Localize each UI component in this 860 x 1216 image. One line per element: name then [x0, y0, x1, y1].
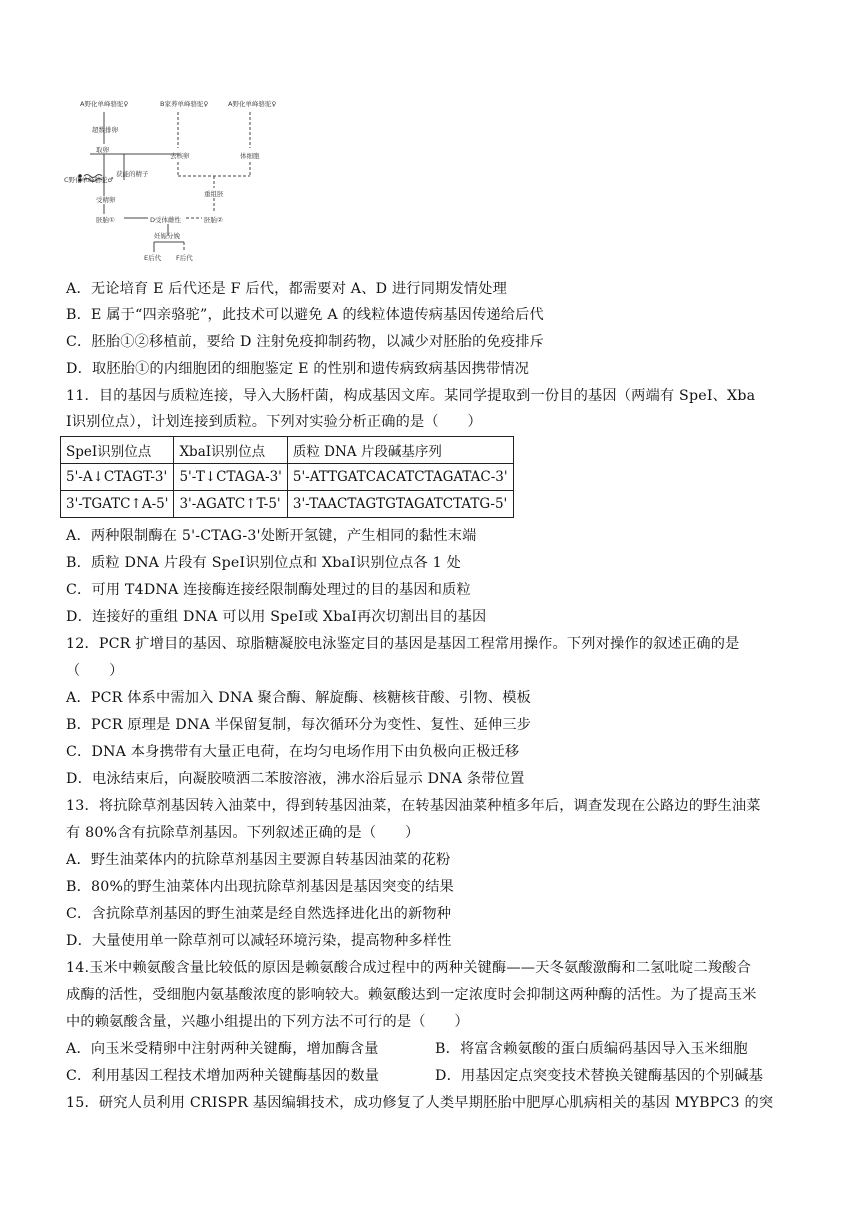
q13-stem-line2: 有 80%含有抗除草剂基因。下列叙述正确的是（ ） [66, 825, 420, 841]
label-embryo-1: 胚胎① [96, 216, 115, 224]
table-cell: 5'-T↓CTAGA-3' [174, 464, 287, 491]
q12-option-b: B．PCR 原理是 DNA 半保留复制，每次循环分为变性、复性、延伸三步 [66, 717, 532, 733]
label-somatic-cell: 体细胞 [240, 152, 260, 160]
label-e-offspring: E后代 [144, 254, 162, 262]
q14-option-c: C．利用基因工程技术增加两种关键酶基因的数量 [66, 1068, 380, 1084]
label-a-female-left: A野化单峰骆驼♀ [80, 100, 129, 108]
table-header-cell: SpeⅠ识别位点 [61, 437, 174, 464]
q10-option-d: D．取胚胎①的内细胞团的细胞鉴定 E 的性别和遗传病致病基因携带情况 [66, 361, 530, 377]
q12-option-a: A．PCR 体系中需加入 DNA 聚合酶、解旋酶、核糖核苷酸、引物、模板 [66, 690, 531, 706]
label-a-female-right: A野化单峰骆驼♀ [228, 100, 277, 108]
q11-option-d: D．连接好的重组 DNA 可以用 SpeⅠ或 XbaⅠ再次切割出目的基因 [66, 609, 487, 625]
label-fertilized-egg: 受精卵 [96, 196, 116, 204]
table-cell: 3'-TAACTAGTGTAGATCTATG-5' [287, 491, 513, 518]
table-cell: 5'-A↓CTAGT-3' [61, 464, 174, 491]
q14-option-d: D．用基因定点突变技术替换关键酶基因的个别碱基 [435, 1068, 764, 1084]
table-header-cell: XbaⅠ识别位点 [174, 437, 287, 464]
q10-option-c: C．胚胎①②移植前，要给 D 注射免疫抑制药物，以减少对胚胎的免疫排斥 [66, 334, 545, 350]
label-capacitated-sperm: 获能的精子 [116, 170, 149, 178]
table-row [61, 464, 514, 491]
q14-stem-line2: 成酶的活性，受细胞内氨基酸浓度的影响较大。赖氨酸达到一定浓度时会抑制这两种酶的活性。为了提高玉米 [66, 987, 757, 1003]
q13-option-b: B．80%的野生油菜体内出现抗除草剂基因是基因突变的结果 [66, 879, 455, 895]
q14-option-a: A．向玉米受精卵中注射两种关键酶，增加酶含量 [66, 1041, 379, 1057]
table-header-cell: 质粒 DNA 片段碱基序列 [287, 437, 513, 464]
q12-option-d: D．电泳结束后，向凝胶喷洒二苯胺溶液，沸水浴后显示 DNA 条带位置 [66, 771, 525, 787]
table-header-row [61, 437, 514, 464]
q12-stem-line2: （ ） [66, 663, 124, 679]
q14-stem-line3: 中的赖氨酸含量，兴趣小组提出的下列方法不可行的是（ ） [66, 1014, 469, 1030]
q14-stem-line1: 14.玉米中赖氨酸含量比较低的原因是赖氨酸合成过程中的两种关键酶——天冬氨酸激酶和二氢吡啶二羧酸合 [66, 960, 751, 976]
q14-option-b: B．将富含赖氨酸的蛋白质编码基因导入玉米细胞 [435, 1041, 748, 1057]
label-b-female: B家养单峰骆驼♀ [160, 100, 209, 108]
q10-option-b: B．E 属于“四亲骆驼”，此技术可以避免 A 的线粒体遗传病基因传递给后代 [66, 307, 544, 323]
label-reconstructed-embryo: 重组胚 [204, 190, 224, 198]
q11-stem-line1: 11．目的基因与质粒连接，导入大肠杆菌，构成基因文库。某同学提取到一份目的基因（两端有 SpeⅠ、Xba [66, 388, 756, 404]
q13-option-c: C．含抗除草剂基因的野生油菜是经自然选择进化出的新物种 [66, 906, 452, 922]
q13-stem-line1: 13．将抗除草剂基因转入油菜中，得到转基因油菜，在转基因油菜种植多年后，调查发现在公路边的野生油菜 [66, 798, 761, 814]
label-recipient-d: D受体雌性 [150, 216, 182, 224]
label-c-male: C野化单峰骆驼♂ [64, 176, 114, 184]
table-cell: 3'-AGATC↑T-5' [174, 491, 287, 518]
label-superovulation: 超数排卵 [92, 126, 118, 134]
label-birth: 妊娠分娩 [154, 232, 180, 240]
embryo-breeding-flow-diagram [60, 92, 300, 270]
q11-option-b: B．质粒 DNA 片段有 SpeⅠ识别位点和 XbaⅠ识别位点各 1 处 [66, 555, 461, 571]
q11-option-a: A．两种限制酶在 5'-CTAG-3'处断开氢键，产生相同的黏性末端 [66, 528, 477, 544]
q13-option-d: D．大量使用单一除草剂可以减轻环境污染，提高物种多样性 [66, 933, 452, 949]
q11-stem-line2: Ⅰ识别位点），计划连接到质粒。下列对实验分析正确的是（ ） [66, 414, 482, 430]
q10-option-a: A．无论培育 E 后代还是 F 后代，都需要对 A、D 进行同期发情处理 [66, 281, 508, 297]
table-row [61, 491, 514, 518]
q11-option-c: C．可用 T4DNA 连接酶连接经限制酶处理过的目的基因和质粒 [66, 582, 471, 598]
label-embryo-2: 胚胎② [204, 216, 223, 224]
q12-stem-line1: 12．PCR 扩增目的基因、琼脂糖凝胶电泳鉴定目的基因是基因工程常用操作。下列对操作的叙述正确的是 [66, 636, 740, 652]
label-retrieve-egg: 取卵 [96, 146, 109, 154]
table-cell: 5'-ATTGATCACATCTAGATAC-3' [287, 464, 513, 491]
q15-stem-line1: 15．研究人员利用 CRISPR 基因编辑技术，成功修复了人类早期胚胎中肥厚心肌病相关的基因 MYBPC3 的突 [66, 1095, 774, 1111]
q13-option-a: A．野生油菜体内的抗除草剂基因主要源自转基因油菜的花粉 [66, 852, 451, 868]
table-cell: 3'-TGATC↑A-5' [61, 491, 174, 518]
q12-option-c: C．DNA 本身携带有大量正电荷，在均匀电场作用下由负极向正极迁移 [66, 744, 520, 760]
restriction-site-table [60, 436, 514, 518]
label-enucleated-egg: 去核卵 [170, 152, 190, 160]
label-f-offspring: F后代 [176, 254, 193, 262]
